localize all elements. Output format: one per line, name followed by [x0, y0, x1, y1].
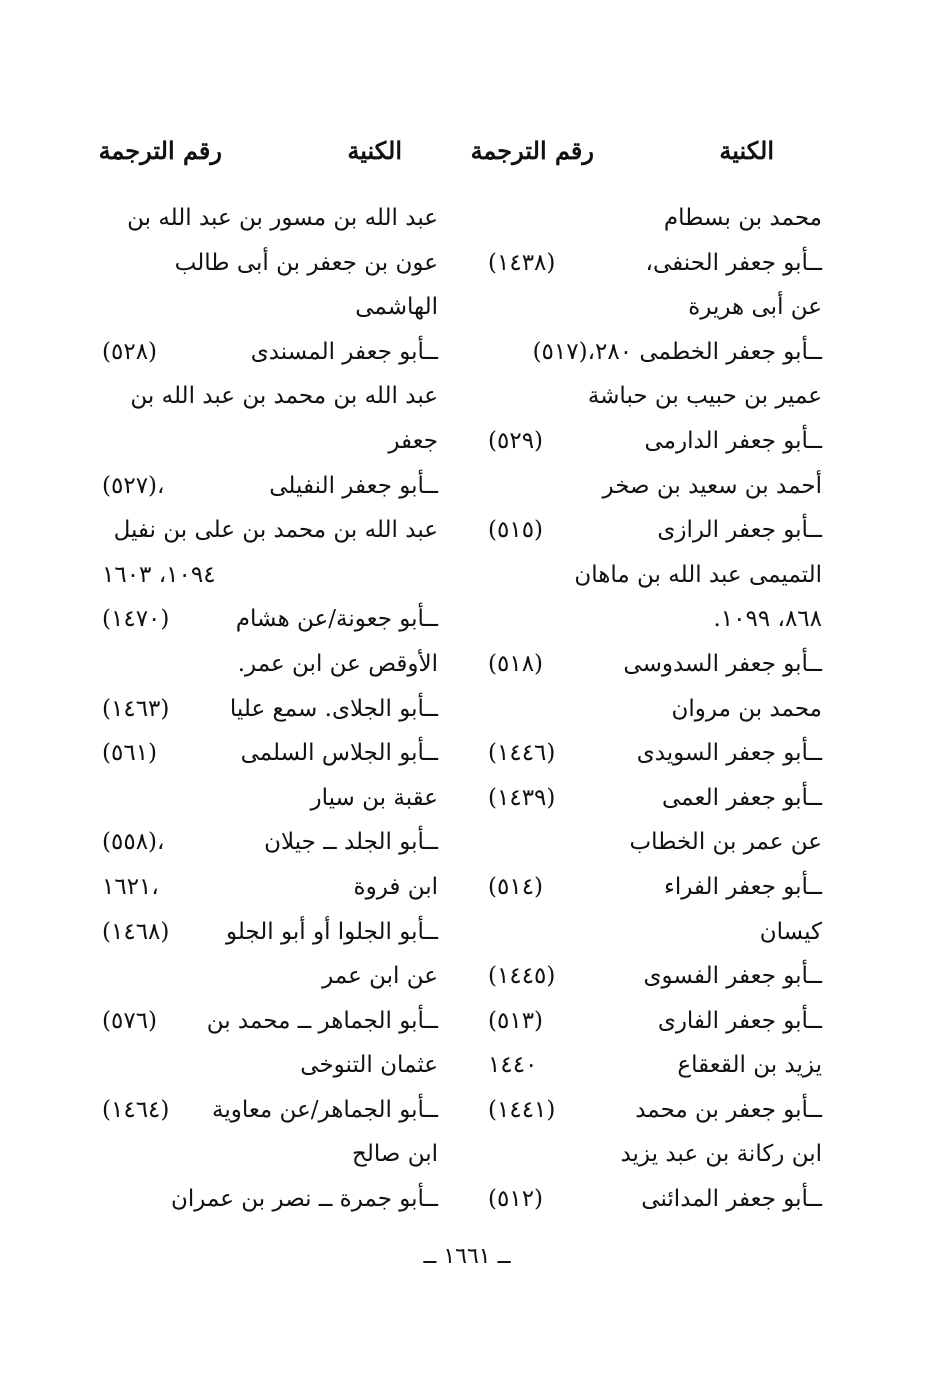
entry-text: ــأبو جعفر الخطمى ٢٨٠،(٥١٧): [532, 338, 822, 365]
entry-number: (١٤٦٨): [102, 918, 170, 945]
entry-number: (٥٢٨): [102, 338, 158, 365]
entry-number: (١٤٦٣): [102, 695, 170, 722]
index-entry: [102, 910, 438, 955]
entry-text: عثمان التنوخى: [300, 1052, 438, 1079]
entry-text: عبد الله بن محمد بن على بن نفيل: [113, 517, 438, 544]
header-right-num: رقم الترجمة: [470, 136, 594, 165]
entry-number: (٥٧٦): [102, 1007, 158, 1034]
entry-text: ــأبو جعفر الفارى: [657, 1007, 822, 1034]
index-entry: [102, 687, 438, 732]
index-entry: [102, 374, 438, 419]
entry-text: ــأبو الجلاى. سمع عليا: [229, 695, 438, 722]
entry-text: ــأبو جعفر النفيلى: [269, 472, 438, 499]
entry-number: (١٤٤٥): [488, 963, 556, 990]
index-entry: [488, 374, 822, 419]
entry-text: ابن صالح: [351, 1141, 438, 1168]
entry-text: ابن ركانة بن عبد يزيد: [620, 1141, 822, 1168]
entry-number: (٥٥٨)،: [102, 829, 165, 856]
index-entry: [488, 954, 822, 999]
entry-text: ــأبو جعفر العمى: [662, 784, 822, 811]
entry-text: ــأبو الجماهر/عن معاوية: [211, 1096, 438, 1123]
entry-text: ــأبو جعفر الحنفى،: [645, 249, 822, 276]
header-left-name: الكنية: [347, 136, 402, 165]
index-entry: [102, 954, 438, 999]
index-entry: [488, 464, 822, 509]
entry-text: ــأبو الجلاس السلمى: [240, 740, 438, 767]
header-right-name: الكنية: [719, 136, 774, 165]
entry-text: عقبة بن سيار: [310, 784, 438, 811]
entry-number: (٥١٣): [488, 1007, 544, 1034]
index-entry: [102, 999, 438, 1044]
entry-number: ١٤٤٠: [488, 1052, 538, 1079]
entry-text: عن ابن عمر: [322, 963, 438, 990]
index-entry: [102, 330, 438, 375]
entry-number: (١٤٧٠): [102, 606, 170, 633]
entry-text: عبد الله بن محمد بن عبد الله بن: [130, 383, 438, 410]
index-entry: [488, 687, 822, 732]
index-entry: [488, 1132, 822, 1177]
entry-text: ــأبو جعفر الفسوى: [643, 963, 822, 990]
index-entry: [102, 419, 438, 464]
right-column: [488, 196, 822, 1222]
entry-text: عن عمر بن الخطاب: [629, 829, 822, 856]
entry-text: ــأبو جعفر المدائنى: [641, 1186, 822, 1213]
entry-number: (٥٢٩): [488, 427, 544, 454]
entry-text: ــأبو جعفر السدوسى: [623, 650, 822, 677]
index-entry: [102, 553, 438, 598]
entry-text: محمد بن مروان: [671, 695, 822, 722]
index-entry: [488, 1088, 822, 1133]
entry-number: (١٤٤١): [488, 1096, 556, 1123]
entry-number: (٥٦١): [102, 740, 158, 767]
index-entry: [488, 776, 822, 821]
index-entry: [488, 1177, 822, 1222]
entry-text: ــأبو الجلد ــ جيلان: [264, 829, 438, 856]
index-entry: [488, 241, 822, 286]
index-entry: [488, 196, 822, 241]
index-entry: [488, 285, 822, 330]
index-entry: [102, 865, 438, 910]
index-entry: [102, 1043, 438, 1088]
index-entry: [488, 865, 822, 910]
index-entry: [488, 1043, 822, 1088]
entry-text: أحمد بن سعيد بن صخر: [602, 472, 822, 499]
entry-text: عمير بن حبيب بن حباشة: [587, 383, 822, 410]
index-entry: [102, 241, 438, 286]
entry-text: ــأبو جعفر بن محمد: [635, 1096, 822, 1123]
entry-text: محمد بن بسطام: [663, 205, 822, 231]
entry-text: ــأبو جعفر الرازى: [657, 517, 822, 544]
entry-number: (٥١٥): [488, 517, 544, 544]
entry-text: ــأبو جعفر الدارمى: [644, 427, 822, 454]
index-entry: [102, 508, 438, 553]
entry-text: ابن فروة: [353, 873, 438, 900]
index-entry: [488, 553, 822, 598]
entry-text: ــأبو جعونة/عن هشام: [235, 606, 438, 633]
header-left-num: رقم الترجمة: [98, 136, 222, 165]
index-entry: [488, 910, 822, 955]
entry-text: عن أبى هريرة: [688, 294, 822, 321]
entry-text: ــأبو الجماهر ــ محمد بن: [206, 1007, 438, 1034]
index-entry: [102, 1132, 438, 1177]
entry-number: (٥١٤): [488, 873, 544, 900]
entry-number: (٥١٢): [488, 1186, 544, 1213]
entry-number: (٥٢٧)،: [102, 472, 165, 499]
index-entry: [102, 731, 438, 776]
page-number: ــ ١٦٦١ ــ: [423, 1244, 511, 1269]
index-entry: [488, 999, 822, 1044]
entry-number: (١٤٣٨): [488, 249, 556, 276]
entry-text: ــأبو جعفر السويدى: [636, 740, 822, 767]
index-entry: [102, 285, 438, 330]
left-column: [102, 196, 438, 1222]
index-entry: [488, 731, 822, 776]
index-entry: [102, 642, 438, 687]
entry-text: عبد الله بن مسور بن عبد الله بن: [127, 205, 438, 231]
index-entry: [102, 820, 438, 865]
entry-number: ١٠٩٤، ١٦٠٣: [102, 561, 216, 588]
index-entry: [102, 776, 438, 821]
index-entry: [102, 196, 438, 241]
index-entry: [102, 464, 438, 509]
index-entry: [488, 820, 822, 865]
entry-text: التميمى عبد الله بن ماهان: [574, 561, 822, 588]
entry-text: الهاشمى: [355, 294, 438, 321]
entry-text: عون بن جعفر بن أبى طالب: [174, 249, 438, 276]
entry-text: جعفر: [388, 427, 438, 454]
index-entry: [488, 642, 822, 687]
index-entry: [102, 1177, 438, 1222]
index-entry: [102, 597, 438, 642]
entry-number: (١٤٣٩): [488, 784, 556, 811]
entry-number: (١٤٤٦): [488, 740, 556, 767]
index-entry: [488, 508, 822, 553]
index-entry: [488, 419, 822, 464]
entry-text: ــأبو الجلوا أو أبو الجلو: [225, 918, 438, 945]
entry-text: يزيد بن القعقاع: [677, 1052, 822, 1079]
entry-text: الأوقص عن ابن عمر.: [237, 650, 438, 677]
entry-text: ــأبو جعفر المسندى: [250, 338, 438, 365]
entry-number: ١٦٢١،: [102, 873, 159, 900]
entry-text: ــأبو جمرة ــ نصر بن عمران: [171, 1186, 438, 1213]
entry-number: (٥١٨): [488, 650, 544, 677]
entry-text: ٨٦٨، ١٠٩٩.: [713, 606, 822, 633]
index-entry: [488, 330, 822, 375]
entry-number: (١٤٦٤): [102, 1096, 170, 1123]
index-entry: [488, 597, 822, 642]
entry-text: كيسان: [759, 918, 822, 945]
entry-text: ــأبو جعفر الفراء: [664, 873, 822, 900]
index-entry: [102, 1088, 438, 1133]
